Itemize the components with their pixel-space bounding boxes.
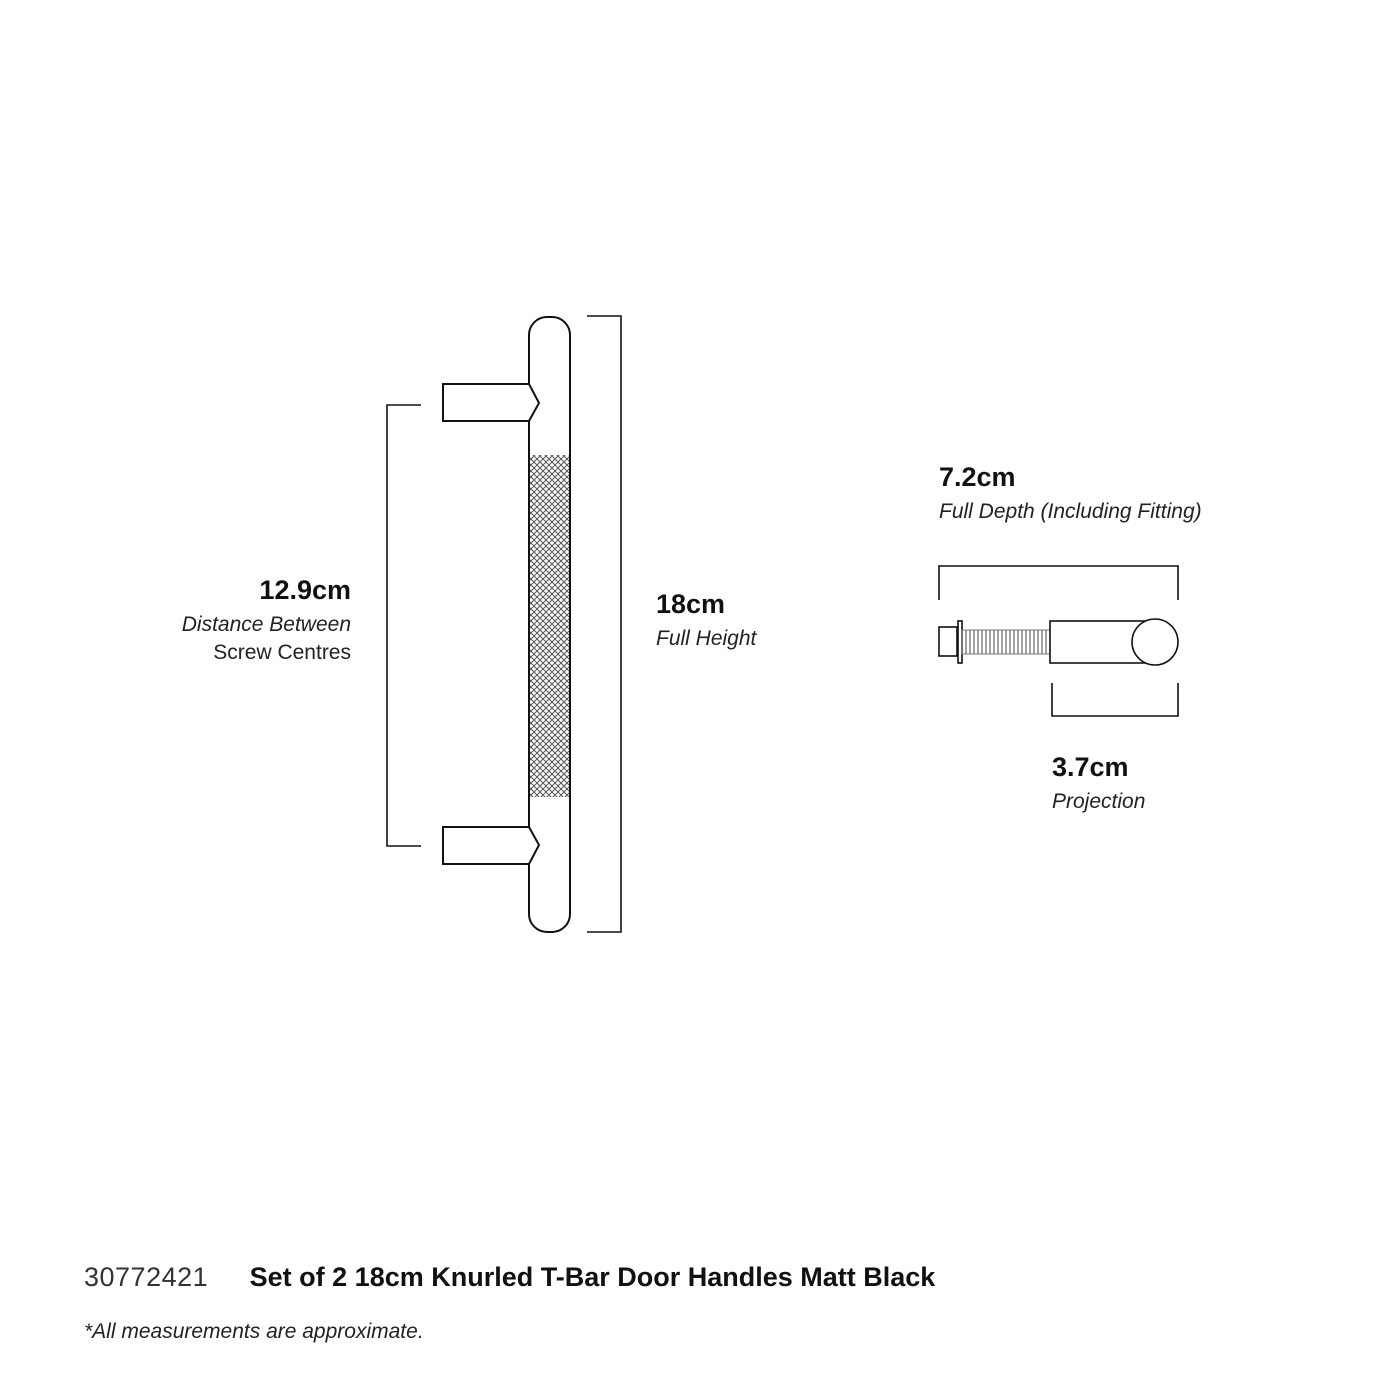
screw-head (939, 627, 957, 656)
bar-cross-section (1132, 619, 1178, 665)
screw-thread (962, 630, 1050, 654)
bottom-leg (443, 827, 539, 864)
washer (958, 621, 962, 663)
full-depth-label (939, 461, 1202, 525)
product-footer (84, 1262, 935, 1293)
top-leg (443, 384, 539, 421)
full-depth-desc: Full Depth (Including Fitting) (939, 500, 1202, 524)
measurement-disclaimer: *All measurements are approximate. (84, 1320, 424, 1343)
product-title: Set of 2 18cm Knurled T-Bar Door Handles Matt Black (249, 1262, 936, 1292)
screw-centres-desc-1: Distance Between (181, 613, 351, 637)
screw-centres-bracket (387, 405, 421, 846)
projection-label (1052, 751, 1145, 815)
projection-value: 3.7cm (1052, 752, 1129, 782)
projection-bracket (1052, 683, 1178, 716)
full-depth-bracket (939, 566, 1178, 600)
handle-side-view (939, 619, 1178, 665)
screw-centres-value: 12.9cm (259, 575, 351, 605)
full-height-label (656, 588, 756, 652)
knurled-grip (530, 455, 569, 797)
full-depth-value: 7.2cm (939, 462, 1016, 492)
product-sku: 30772421 (84, 1262, 209, 1292)
full-height-value: 18cm (656, 589, 726, 619)
screw-centres-desc-2: Screw Centres (213, 640, 351, 664)
screw-centres-label (182, 574, 351, 665)
handle-front-view (443, 317, 570, 932)
full-height-bracket (587, 316, 621, 932)
full-height-desc: Full Height (656, 627, 757, 651)
projection-desc: Projection (1052, 790, 1146, 814)
